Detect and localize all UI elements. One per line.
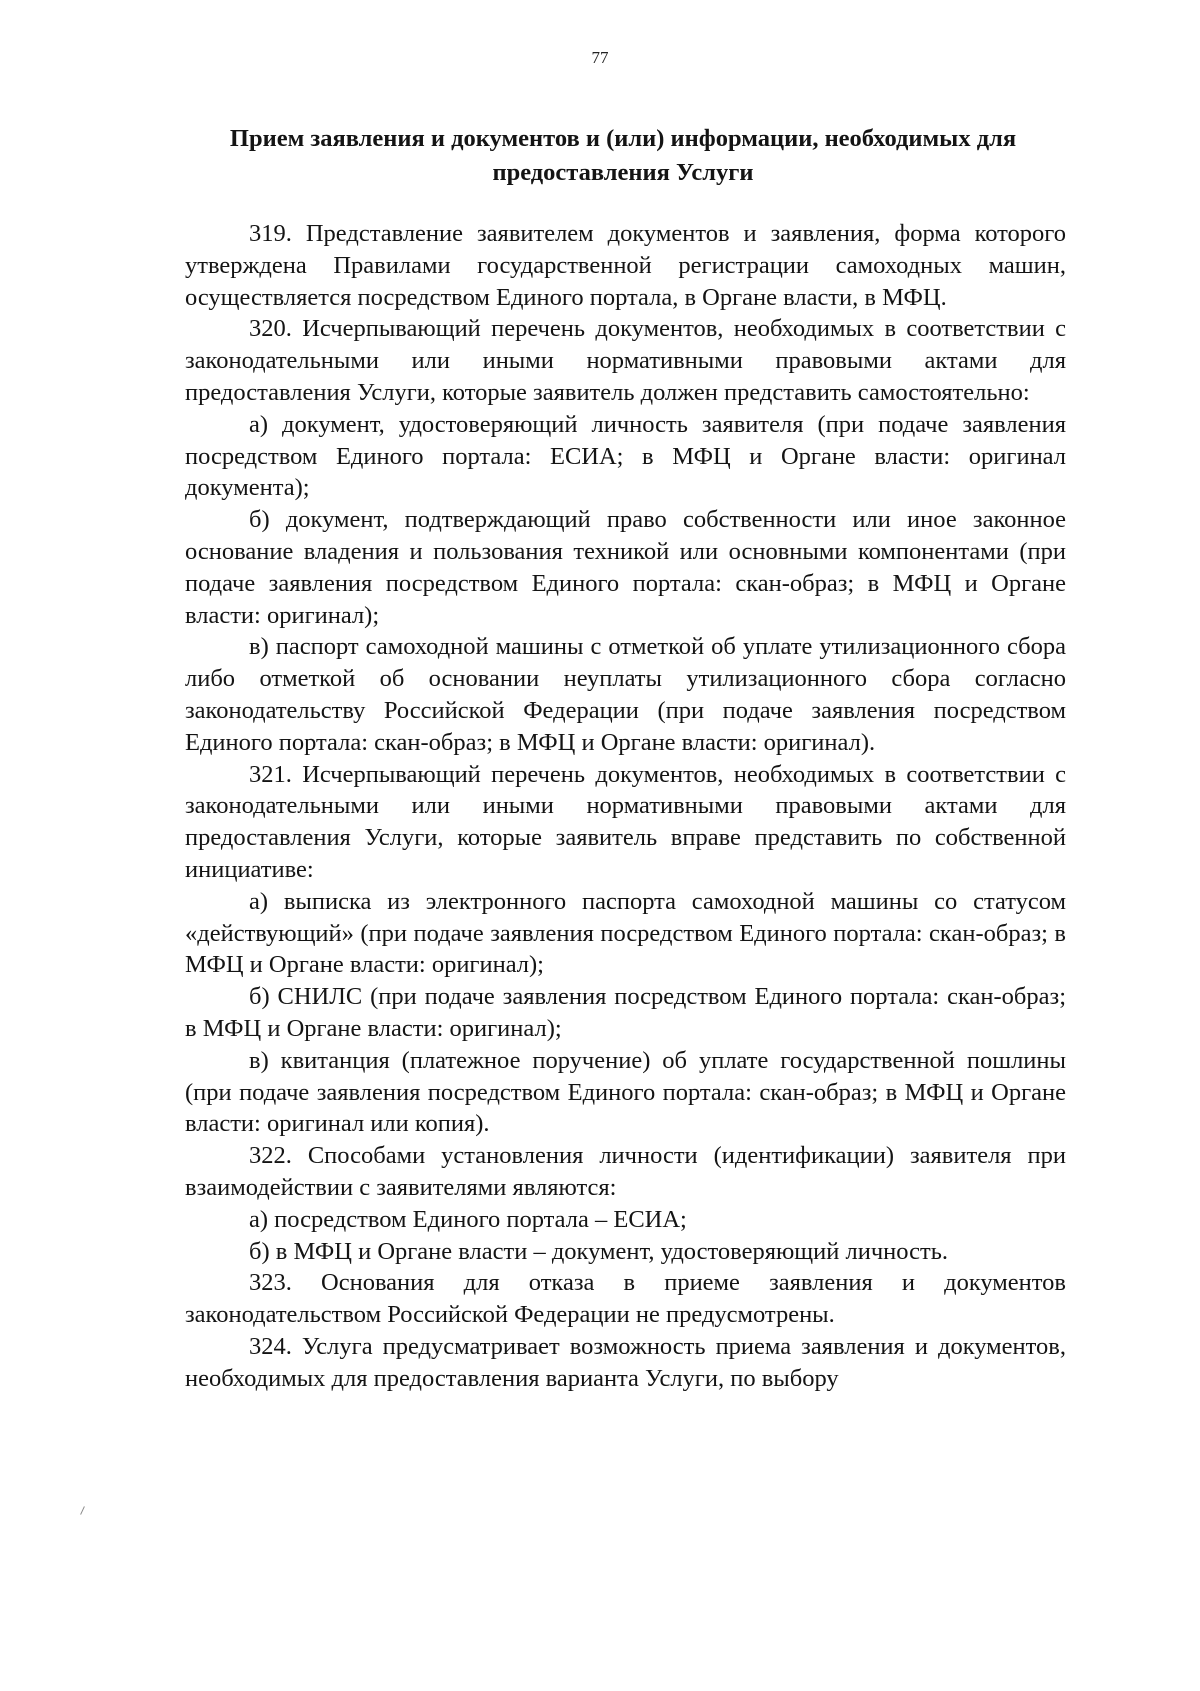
paragraph-323: 323. Основания для отказа в приеме заявления и документов законодательством Российской Федерации не предусмотрены. (185, 1269, 1066, 1329)
paragraph-322-item-a: а) посредством Единого портала – ЕСИА; (249, 1205, 687, 1233)
scan-artifact-mark (80, 1506, 85, 1515)
paragraph-320-item-b: б) документ, подтверждающий право собственности или иное законное основание владения и пользования техникой или основными компонентами (при подаче заявления посредством Единого портала: скан-образ; в МФЦ и Органе власти: оригинал); (185, 506, 1066, 629)
paragraph-321-item-a: а) выписка из электронного паспорта самоходной машины со статусом «действующий» (при подаче заявления посредством Единого портала: скан-образ; в МФЦ и Органе власти: оригинал); (185, 887, 1066, 979)
document-body (185, 218, 1066, 1394)
section-heading: Прием заявления и документов и (или) информации, необходимых для предоставления Услуги (229, 125, 1017, 186)
paragraph-321-item-b: б) СНИЛС (при подаче заявления посредством Единого портала: скан-образ; в МФЦ и Органе власти: оригинал); (185, 983, 1066, 1042)
paragraph-320-item-a: а) документ, удостоверяющий личность заявителя (при подаче заявления посредством Единого портала: ЕСИА; в МФЦ и Органе власти: оригинал документа); (185, 410, 1066, 502)
paragraph-319: 319. Представление заявителем документов и заявления, форма которого утверждена Правилами государственной регистрации самоходных машин, осуществляется посредством Единого портала, в Органе власти, в МФЦ. (185, 220, 1066, 311)
paragraph-322: 322. Способами установления личности (идентификации) заявителя при взаимодействии с заявителями являются: (185, 1142, 1066, 1201)
paragraph-321: 321. Исчерпывающий перечень документов, необходимых в соответствии с законодательными или иными нормативными правовыми актами для предоставления Услуги, которые заявитель вправе представить по собственной инициативе: (185, 760, 1066, 883)
paragraph-320: 320. Исчерпывающий перечень документов, необходимых в соответствии с законодательными или иными нормативными правовыми актами для предоставления Услуги, которые заявитель должен представить самостоятельно: (185, 315, 1066, 406)
paragraph-320-item-v: в) паспорт самоходной машины с отметкой об уплате утилизационного сбора либо отметкой об основании неуплаты утилизационного сбора согласно законодательству Российской Федерации (при подаче заявления посредством Единого портала: скан-образ; в МФЦ и Органе власти: оригинал). (185, 633, 1066, 756)
paragraph-324: 324. Услуга предусматривает возможность приема заявления и документов, необходимых для предоставления варианта Услуги, по выбору (185, 1332, 1066, 1392)
paragraph-322-item-b: б) в МФЦ и Органе власти – документ, удостоверяющий личность. (249, 1237, 949, 1265)
page-number: 77 (591, 48, 609, 67)
paragraph-321-item-v: в) квитанция (платежное поручение) об уплате государственной пошлины (при подаче заявления посредством Единого портала: скан-образ; в МФЦ и Органе власти: оригинал или копия). (185, 1046, 1066, 1138)
